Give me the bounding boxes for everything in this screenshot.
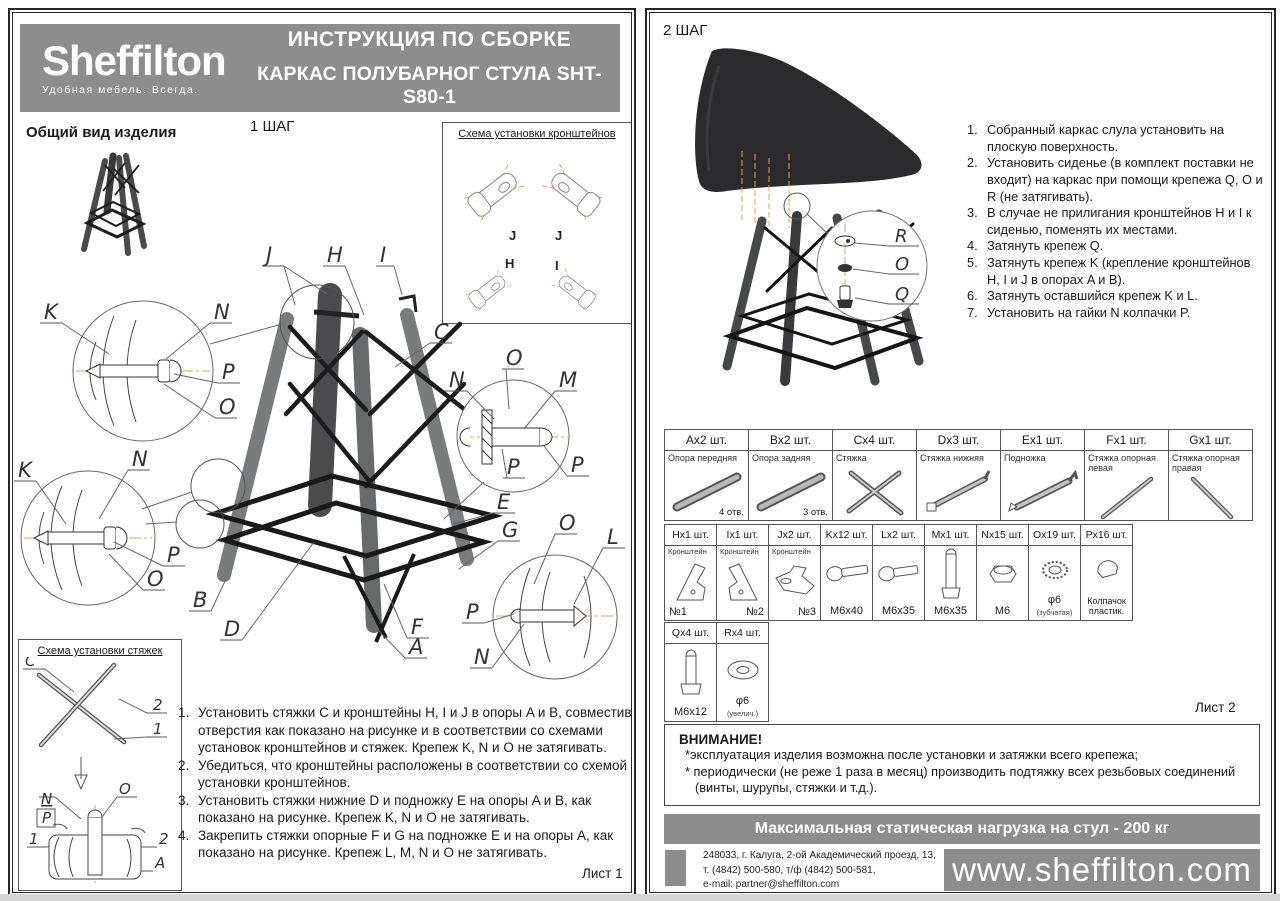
tie-scheme-title: Схема установки стяжек (37, 645, 163, 657)
step1-label: 1 ШАГ (250, 118, 295, 135)
callout-p: P (167, 543, 180, 567)
parts-table-row3 (664, 622, 769, 722)
website-banner: www.sheffilton.com (944, 849, 1260, 891)
part-size: M6x12 (673, 706, 708, 718)
callout-n: N (449, 368, 465, 392)
part-code: Fx1 шт. (1085, 430, 1168, 451)
list-item (967, 155, 1263, 205)
tie-scheme-diagram (19, 657, 179, 883)
scan-edge-strip (0, 894, 1280, 901)
brand-logo (20, 37, 247, 96)
list-item (967, 205, 1263, 238)
callout-k: K (44, 300, 58, 324)
callout-a: A (409, 635, 424, 659)
item-text: Собранный каркас слула установить на плоскую поверхность. (987, 122, 1225, 154)
callout-q: Q (895, 284, 910, 305)
part-name: Стяжка нижняя (920, 453, 984, 463)
part-name: Кронштейн (720, 547, 759, 556)
address-line: т. (4842) 500-580, т/ф (4842) 500-581, (703, 864, 876, 876)
item-text: Затянуть оставшийся крепеж K и L. (987, 288, 1198, 304)
header-band (20, 24, 620, 112)
part-size: φ6 (1047, 594, 1062, 606)
part-note: 4 отв. (718, 507, 744, 518)
callout-2: 2 (153, 696, 163, 714)
part-cell (664, 622, 717, 722)
address-line: 248033, г. Калуга, 2-ой Академический проезд, 13, (703, 850, 936, 861)
list-item (967, 122, 1263, 155)
callout-e: E (497, 490, 511, 514)
parts-table-row1 (664, 429, 1253, 521)
callout-i: I (380, 243, 387, 267)
bracket-icon (669, 560, 713, 604)
callout-c: C (25, 657, 36, 670)
list-item (178, 792, 632, 827)
part-cell (716, 524, 769, 621)
part-code: Dx3 шт. (917, 430, 1000, 451)
detail-circle-knpo-2 (21, 471, 155, 605)
company-address (703, 849, 936, 893)
part-code: Ax2 шт. (665, 430, 748, 451)
part-cell (872, 524, 925, 621)
warning-line: * периодически (не реже 1 раза в месяц) производить подтяжку всех резьбовых соединений (винты, шурупы, стяжки и т.д.). (685, 763, 1236, 796)
detail-circle-olpn (493, 555, 617, 679)
step1-instructions (178, 704, 632, 862)
callout-j: J (266, 243, 273, 267)
general-view-label: Общий вид изделия (26, 124, 177, 141)
callout-c: C (434, 320, 449, 344)
list-item (178, 827, 632, 862)
part-cell (1000, 429, 1085, 521)
part-size: Колпачок пластик. (1087, 596, 1126, 617)
address-line: e-mail: partner@sheffilton.com (703, 879, 840, 890)
part-name: Стяжка опорная левая (1088, 453, 1156, 474)
bracket-icon (464, 164, 525, 221)
part-number: №2 (746, 606, 764, 618)
part-size: M6 (994, 605, 1011, 617)
callout-n: N (132, 447, 148, 471)
part-cell (716, 622, 769, 722)
tie-scheme-box (18, 639, 182, 891)
item-number: 3. (967, 205, 978, 221)
callout-o: O (219, 395, 236, 419)
support-tie-icon (1171, 471, 1251, 523)
callout-n: N (214, 300, 230, 324)
callout-p: P (42, 809, 52, 827)
assembled-chair-image (667, 36, 967, 436)
item-text: Установить стяжки C и кронштейны H, I и J в опоры A и B, совместив отверстия как показано на рисунке и в соответствии со схемами установок кронштейнов и стяжек. Крепеж K, N и O не затягивать. (198, 705, 632, 756)
part-code: Nx15 шт. (977, 525, 1028, 546)
list-item (967, 288, 1263, 305)
part-code: Bx2 шт. (749, 430, 832, 451)
callout-p: P (571, 453, 584, 477)
brand-name: Sheffilton (42, 37, 226, 84)
list-item (967, 238, 1263, 255)
callout-o: O (147, 567, 164, 591)
item-text: В случае не прилигания кронштейнов H и I к сиденью, поменять их местами. (987, 205, 1252, 237)
part-size: M6x35 (933, 605, 968, 617)
part-cell (820, 524, 873, 621)
warning-line: *эксплуатация изделия возможна после установки и затяжки всего крепежа; (685, 747, 1139, 762)
sheet2-label: Лист 2 (1195, 700, 1236, 715)
callout-n: N (41, 790, 53, 808)
fastener-detail-circle (817, 211, 927, 321)
part-name: Кронштейн (772, 547, 811, 556)
part-cell (916, 429, 1001, 521)
part-cell (976, 524, 1029, 621)
callout-o: O (119, 780, 131, 798)
bracket-label-j: J (555, 228, 563, 243)
callout-o: O (895, 254, 910, 275)
sheet1-label: Лист 1 (582, 866, 623, 881)
step2-instructions (967, 122, 1263, 322)
item-number: 1. (967, 122, 978, 137)
item-number: 4. (967, 238, 978, 254)
bracket-scheme-title: Схема установки кронштейнов (458, 128, 616, 140)
max-load-banner: Максимальная статическая нагрузка на стул - 200 кг (664, 814, 1260, 844)
item-number: 5. (967, 255, 978, 270)
part-code: Qx4 шт. (665, 623, 716, 644)
part-cell (1168, 429, 1253, 521)
bolt-icon (875, 554, 923, 588)
title-line-2: КАРКАС ПОЛУБАРНОГ СТУЛА SHT-S80-1 (257, 62, 602, 108)
item-number: 4. (178, 827, 190, 843)
callout-f: F (411, 615, 424, 639)
callout-l: L (607, 525, 619, 549)
item-text: Установить на гайки N колпачки P. (987, 304, 1191, 320)
plastic-cap-icon (1091, 554, 1123, 580)
lower-tie-icon (919, 465, 999, 515)
list-item (967, 255, 1263, 288)
callout-1: 1 (153, 720, 163, 738)
part-cell (664, 429, 749, 521)
part-name: Опора передняя (668, 453, 738, 463)
callout-o: O (559, 511, 576, 535)
part-code: Ex1 шт. (1001, 430, 1084, 451)
part-note: 3 отв. (802, 507, 828, 518)
parts-table-row2 (664, 524, 1133, 621)
part-code: Cx4 шт. (833, 430, 916, 451)
part-cell (1084, 429, 1169, 521)
part-cell (748, 429, 833, 521)
callout-a: A (155, 854, 166, 872)
detail-circle-knpo (73, 301, 213, 441)
callout-n: N (474, 645, 490, 669)
callout-m: M (559, 368, 578, 392)
callout-o: O (506, 346, 523, 370)
part-code: Kx12 шт. (821, 525, 872, 546)
part-code: Ox19 шт. (1029, 525, 1080, 546)
part-name: Стяжка опорная правая (1172, 453, 1240, 474)
long-bolt-icon (938, 548, 964, 600)
brand-tagline: Удобная мебель. Всегда. (42, 84, 199, 96)
part-name: Подножка (1004, 453, 1046, 463)
callout-g: G (502, 518, 519, 542)
part-code: Gx1 шт. (1169, 430, 1252, 451)
callout-p: P (222, 360, 235, 384)
part-cell (1080, 524, 1133, 621)
part-name: Стяжка (836, 453, 867, 463)
part-number: №3 (798, 606, 816, 618)
bracket-label-h: H (505, 256, 515, 271)
step2-label: 2 ШАГ (663, 22, 708, 39)
part-size: M6x40 (829, 605, 864, 617)
bracket-label-i: I (555, 258, 559, 273)
list-item (178, 704, 632, 757)
part-size-note: (зубчатая) (1036, 608, 1073, 617)
item-number: 7. (967, 304, 978, 320)
item-text: Установить стяжки нижние D и подножку E на опоры A и B, как показано на рисунке. Крепеж K, N и O не затягивать. (198, 792, 592, 826)
callout-h: H (327, 243, 343, 267)
part-cell (664, 524, 717, 621)
list-item (178, 757, 632, 792)
sheet-1 (8, 8, 636, 897)
item-text: Затянуть крепеж K (крепление кронштейнов H, I и J в опорах A и B). (987, 255, 1251, 287)
item-text: Убедиться, что кронштейны расположены в соответствии со схемой установки кронштейнов. (198, 757, 628, 791)
warning-box (664, 724, 1260, 806)
part-code: Mx1 шт. (925, 525, 976, 546)
item-text: Затянуть крепеж Q. (987, 238, 1104, 254)
item-number: 3. (178, 792, 190, 808)
callout-1: 1 (29, 830, 39, 848)
footrest-icon (1003, 465, 1083, 515)
part-code: Lx2 шт. (873, 525, 924, 546)
bracket-label-j: J (509, 228, 517, 243)
callout-2: 2 (159, 830, 169, 848)
warning-title: ВНИМАНИЕ! (679, 732, 763, 747)
part-code: Hx1 шт. (665, 525, 716, 546)
part-number: №1 (669, 606, 687, 618)
sheet-2 (645, 8, 1276, 897)
part-size: φ6 (735, 695, 750, 707)
item-number: 2. (178, 757, 190, 773)
part-cell (924, 524, 977, 621)
item-text: Закрепить стяжки опорные F и G на подножке E и на опоры A, как показано на рисунке. Крепеж L, M, N и O не затягивать. (198, 827, 614, 861)
callout-r: R (895, 226, 908, 247)
short-bolt-icon (678, 648, 704, 700)
part-code: Px16 шт. (1081, 525, 1132, 546)
bracket-icon (721, 560, 765, 604)
bracket-icon (772, 560, 818, 600)
part-cell (768, 524, 821, 621)
footer-logo-square (665, 850, 686, 886)
bolt-icon (823, 554, 871, 588)
callout-d: D (224, 617, 241, 641)
part-code: Rx4 шт. (717, 623, 768, 644)
document-title (247, 28, 620, 109)
exploded-diagram (14, 224, 630, 704)
washer-icon (725, 658, 761, 682)
item-number: 6. (967, 288, 978, 304)
toothed-washer-icon (1039, 558, 1071, 582)
list-item (967, 305, 1263, 322)
item-number: 2. (967, 155, 978, 171)
part-code: Ix1 шт. (717, 525, 768, 546)
part-name: Кронштейн (668, 547, 707, 556)
part-name: Опора задняя (752, 453, 811, 463)
part-size-note: (увелич.) (726, 709, 759, 718)
item-number: 1. (178, 705, 190, 720)
item-text: Установить сиденье (в комплект поставки не входит) на каркас при помощи крепежа Q, O и R (не затягивать). (987, 155, 1263, 204)
title-line-1: ИНСТРУКЦИЯ ПО СБОРКЕ (287, 27, 572, 51)
bracket-icon (542, 164, 603, 221)
part-code: Jx2 шт. (769, 525, 820, 546)
support-tie-icon (1087, 471, 1167, 523)
cross-tie-icon (835, 465, 915, 517)
part-cell (1028, 524, 1081, 621)
part-cell (832, 429, 917, 521)
callout-k: K (18, 458, 32, 482)
nut-icon (988, 562, 1018, 586)
callout-p: P (466, 600, 479, 624)
part-size: M6x35 (881, 605, 916, 617)
callout-b: B (193, 588, 208, 612)
callout-p: P (507, 455, 520, 479)
